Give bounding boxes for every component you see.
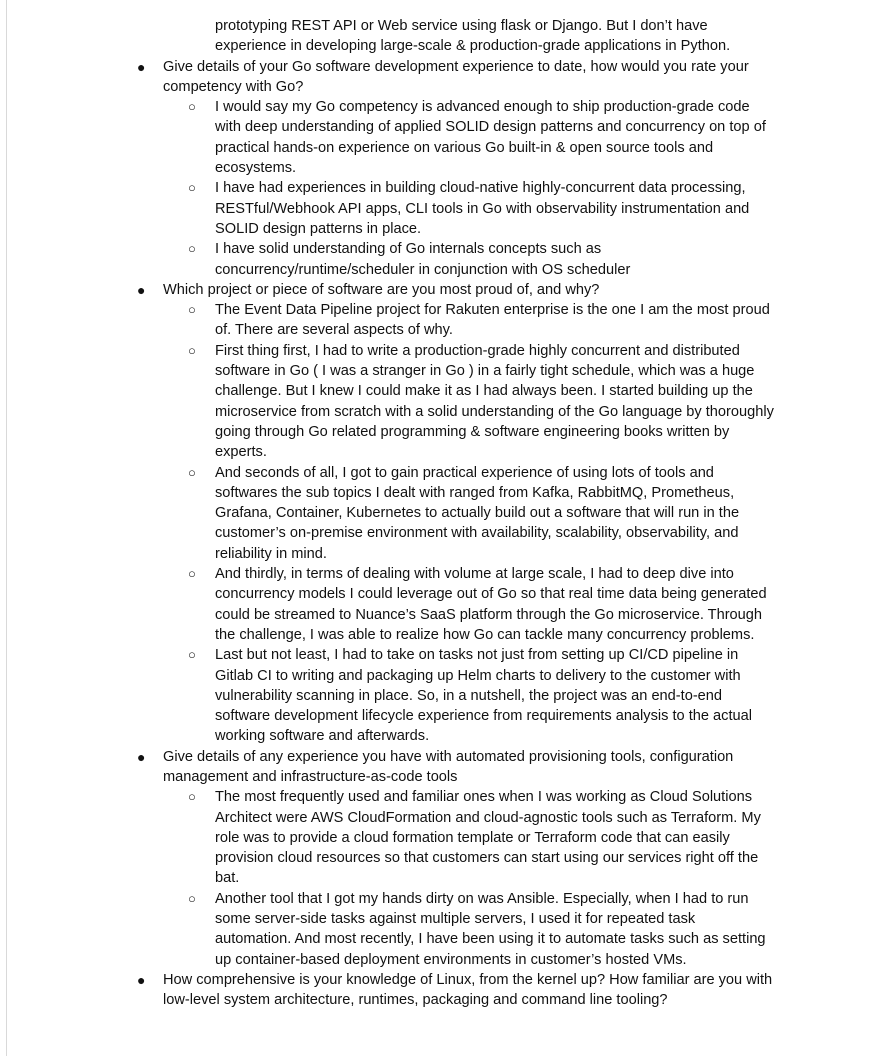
bullet-hollow-icon: ○ xyxy=(188,342,196,358)
question-item-proud-project xyxy=(0,280,773,747)
bullet-filled-icon: ● xyxy=(137,748,146,765)
bullet-filled-icon: ● xyxy=(137,971,146,988)
answer-item xyxy=(188,300,775,341)
answer-item xyxy=(188,787,775,888)
question-list xyxy=(0,57,878,1011)
answer-text: And seconds of all, I got to gain practical experience of using lots of tools and softwares the sub topics I dealt with ranged from Kafka, RabbitMQ, Prometheus, Grafana, Container, Kubernetes to actually build out a software that will run in the customer’s on-premise environment with availability, scalability, observability, and reliability in mind. xyxy=(215,464,740,562)
answer-item xyxy=(188,645,775,746)
bullet-hollow-icon: ○ xyxy=(188,647,196,663)
bullet-hollow-icon: ○ xyxy=(188,241,196,257)
answer-text: The Event Data Pipeline project for Rakuten enterprise is the one I am the most proud of. There are several aspects of why. xyxy=(215,302,770,339)
question-item-linux-knowledge xyxy=(0,970,773,1011)
answer-item xyxy=(188,564,775,645)
answer-text: First thing first, I had to write a production-grade highly concurrent and distributed software in Go ( I was a stranger in Go ) in a fairly tight schedule, which was a huge challenge. But I knew I could make it as I had always been. I started building up the microservice from scratch with a solid understanding of the Go language by thoroughly going through Go related programming & software engineering books written by experts. xyxy=(215,342,774,461)
answer-text: The most frequently used and familiar ones when I was working as Cloud Solutions Architect were AWS CloudFormation and cloud-agnostic tools such as Terraform. My role was to provide a cloud formation template or Terraform code that can easily provision cloud resources so that customers can start using our services right off the bat. xyxy=(215,789,761,887)
answer-text: Another tool that I got my hands dirty on was Ansible. Especially, when I had to run some server-side tasks against multiple servers, I used it for repeated task automation. And most recently, I have been using it to automate tasks such as setting up container-based deployment environments in customer’s hosted VMs. xyxy=(215,890,766,968)
bullet-hollow-icon: ○ xyxy=(188,464,196,480)
answer-list xyxy=(163,787,773,970)
answer-text: And thirdly, in terms of dealing with volume at large scale, I had to deep dive into concurrency models I could leverage out of Go so that real time data being generated could be streamed to Nuance’s SaaS platform through the Go microservice. Through the challenge, I was able to realize how Go can tackle many concurrency problems. xyxy=(215,566,767,643)
answer-item xyxy=(188,463,775,564)
answer-text: I have had experiences in building cloud-native highly-concurrent data processing, RESTful/Webhook API apps, CLI tools in Go with observability instrumentation and SOLID design patterns in place. xyxy=(215,180,750,237)
answer-list xyxy=(163,97,773,280)
answer-text: I would say my Go competency is advanced enough to ship production-grade code with deep understanding of applied SOLID design patterns and concurrency on top of practical hands-on experience on various Go built-in & open source tools and ecosystems. xyxy=(215,99,766,177)
answer-text: Last but not least, I had to take on tasks not just from setting up CI/CD pipeline in Gitlab CI to writing and packaging up Helm charts to delivery to the customer with vulnerability scanning in place. So, in a nutshell, the project was an end-to-end software development lifecycle experience from requirements analysis to the actual working software and afterwards. xyxy=(215,647,752,745)
question-item-go-experience xyxy=(0,57,773,280)
answer-item xyxy=(188,341,775,463)
bullet-filled-icon: ● xyxy=(137,281,146,298)
answer-item xyxy=(188,889,775,970)
answer-item xyxy=(188,239,775,280)
bullet-hollow-icon: ○ xyxy=(188,302,196,318)
answer-list xyxy=(163,300,773,747)
answer-item xyxy=(188,178,775,239)
question-item-provisioning-tools xyxy=(0,747,773,970)
bullet-hollow-icon: ○ xyxy=(188,789,196,805)
bullet-hollow-icon: ○ xyxy=(188,99,196,115)
answer-item xyxy=(188,97,775,178)
bullet-filled-icon: ● xyxy=(137,58,146,75)
question-text: Give details of your Go software development experience to date, how would you rate your competency with Go? xyxy=(163,58,749,95)
question-text: How comprehensive is your knowledge of Linux, from the kernel up? How familiar are you with low-level system architecture, runtimes, packaging and command line tooling? xyxy=(163,971,773,1009)
bullet-hollow-icon: ○ xyxy=(188,890,196,906)
answer-text: I have solid understanding of Go internals concepts such as concurrency/runtime/scheduler in conjunction with OS scheduler xyxy=(215,241,631,278)
question-text: Give details of any experience you have with automated provisioning tools, configuration management and infrastructure-as-code tools xyxy=(163,748,734,785)
document-body xyxy=(0,16,878,1011)
question-text: Which project or piece of software are you most proud of, and why? xyxy=(163,281,600,298)
bullet-hollow-icon: ○ xyxy=(188,180,196,196)
continuation-text: prototyping REST API or Web service using flask or Django. But I don’t have experience in developing large-scale & production-grade applications in Python. xyxy=(215,18,731,55)
bullet-hollow-icon: ○ xyxy=(188,566,196,582)
